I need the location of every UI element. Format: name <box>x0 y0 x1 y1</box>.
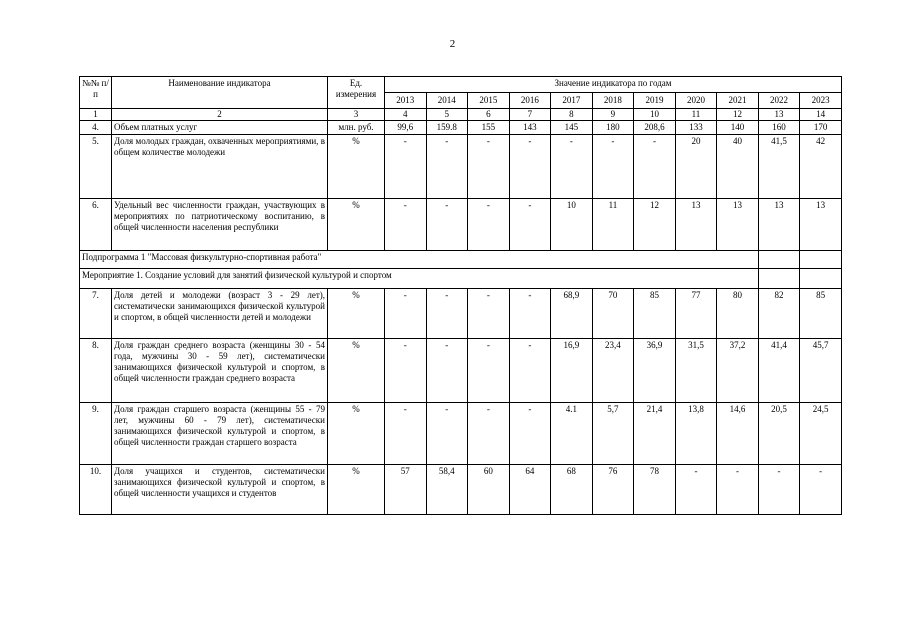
value-cell: 68 <box>551 465 593 515</box>
value-cell: - <box>468 339 510 403</box>
value-cell: 57 <box>385 465 427 515</box>
value-cell: - <box>675 465 717 515</box>
value-cell: - <box>509 199 551 251</box>
indicator-name: Доля молодых граждан, охваченных мероприятиями, в общем количестве молодежи <box>112 135 328 199</box>
value-cell: 64 <box>509 465 551 515</box>
value-cell: 133 <box>675 121 717 135</box>
table-row <box>80 199 842 251</box>
table-row <box>80 121 842 135</box>
value-cell: 13 <box>717 199 759 251</box>
column-number: 13 <box>758 109 800 121</box>
value-cell: 140 <box>717 121 759 135</box>
header-values: Значение индикатора по годам <box>385 77 842 93</box>
value-cell: - <box>468 289 510 339</box>
row-number: 4. <box>80 121 112 135</box>
value-cell: 14,6 <box>717 403 759 465</box>
indicator-name: Объем платных услуг <box>112 121 328 135</box>
table-row <box>80 465 842 515</box>
value-cell: 24,5 <box>800 403 842 465</box>
header-year: 2021 <box>717 93 759 109</box>
value-cell: 208,6 <box>634 121 676 135</box>
section-title: Подпрограмма 1 "Массовая физкультурно-спортивная работа" <box>80 251 759 269</box>
value-cell: 13,8 <box>675 403 717 465</box>
value-cell: 40 <box>717 135 759 199</box>
row-number: 9. <box>80 403 112 465</box>
column-number: 9 <box>592 109 634 121</box>
value-cell: - <box>426 199 468 251</box>
value-cell: 159.8 <box>426 121 468 135</box>
indicator-name: Доля детей и молодежи (возраст 3 - 29 лет), систематически занимающихся физической культурой и спортом, в общей численности детей и молодежи <box>112 289 328 339</box>
value-cell: 10 <box>551 199 593 251</box>
value-cell: - <box>509 403 551 465</box>
header-year: 2020 <box>675 93 717 109</box>
value-cell: 5,7 <box>592 403 634 465</box>
row-number: 6. <box>80 199 112 251</box>
value-cell: 45,7 <box>800 339 842 403</box>
header-year: 2017 <box>551 93 593 109</box>
value-cell: 77 <box>675 289 717 339</box>
page-number: 2 <box>449 38 456 50</box>
value-cell: - <box>634 135 676 199</box>
value-cell: 16,9 <box>551 339 593 403</box>
header-unit: Ед. измерения <box>328 77 385 109</box>
value-cell: - <box>426 339 468 403</box>
empty-cell <box>800 269 842 289</box>
value-cell: 78 <box>634 465 676 515</box>
value-cell: - <box>385 403 427 465</box>
header-year: 2022 <box>758 93 800 109</box>
header-year: 2015 <box>468 93 510 109</box>
value-cell: 70 <box>592 289 634 339</box>
unit: % <box>328 289 385 339</box>
column-number: 14 <box>800 109 842 121</box>
value-cell: - <box>426 403 468 465</box>
indicator-name: Доля граждан старшего возраста (женщины 55 - 79 лет, мужчины 60 - 79 лет), систематически занимающихся физической культурой и спортом, в общей численности граждан старшего возраста <box>112 403 328 465</box>
header-year: 2018 <box>592 93 634 109</box>
value-cell: 23,4 <box>592 339 634 403</box>
column-number: 11 <box>675 109 717 121</box>
unit: % <box>328 199 385 251</box>
value-cell: 42 <box>800 135 842 199</box>
value-cell: - <box>426 135 468 199</box>
value-cell: 37,2 <box>717 339 759 403</box>
value-cell: - <box>509 135 551 199</box>
header-year: 2014 <box>426 93 468 109</box>
unit: % <box>328 465 385 515</box>
value-cell: - <box>800 465 842 515</box>
value-cell: 4.1 <box>551 403 593 465</box>
value-cell: - <box>551 135 593 199</box>
value-cell: 160 <box>758 121 800 135</box>
value-cell: 145 <box>551 121 593 135</box>
unit: % <box>328 135 385 199</box>
value-cell: 20,5 <box>758 403 800 465</box>
value-cell: 68,9 <box>551 289 593 339</box>
value-cell: 13 <box>758 199 800 251</box>
column-number: 4 <box>385 109 427 121</box>
row-number: 5. <box>80 135 112 199</box>
value-cell: 13 <box>675 199 717 251</box>
header-year: 2019 <box>634 93 676 109</box>
value-cell: 31,5 <box>675 339 717 403</box>
value-cell: - <box>385 339 427 403</box>
value-cell: 60 <box>468 465 510 515</box>
column-number: 1 <box>80 109 112 121</box>
row-number: 7. <box>80 289 112 339</box>
unit: млн. руб. <box>328 121 385 135</box>
section-row <box>80 251 842 269</box>
empty-cell <box>800 251 842 269</box>
value-cell: - <box>509 339 551 403</box>
column-number: 10 <box>634 109 676 121</box>
table-row <box>80 403 842 465</box>
unit: % <box>328 339 385 403</box>
value-cell: - <box>592 135 634 199</box>
empty-cell <box>758 269 800 289</box>
value-cell: - <box>385 289 427 339</box>
table-row <box>80 135 842 199</box>
value-cell: 11 <box>592 199 634 251</box>
value-cell: 58,4 <box>426 465 468 515</box>
value-cell: 99,6 <box>385 121 427 135</box>
column-number: 12 <box>717 109 759 121</box>
header-year: 2013 <box>385 93 427 109</box>
value-cell: 143 <box>509 121 551 135</box>
value-cell: 170 <box>800 121 842 135</box>
column-number: 8 <box>551 109 593 121</box>
value-cell: - <box>468 403 510 465</box>
column-number: 6 <box>468 109 510 121</box>
value-cell: 36,9 <box>634 339 676 403</box>
value-cell: 41,5 <box>758 135 800 199</box>
value-cell: - <box>426 289 468 339</box>
header-name: Наименование индикатора <box>112 77 328 109</box>
value-cell: - <box>758 465 800 515</box>
indicator-name: Доля учащихся и студентов, систематически занимающихся физической культурой и спортом, в общей численности учащихся и студентов <box>112 465 328 515</box>
value-cell: - <box>717 465 759 515</box>
value-cell: - <box>468 135 510 199</box>
section-row <box>80 269 842 289</box>
indicator-table <box>79 76 842 515</box>
indicator-name: Доля граждан среднего возраста (женщины 30 - 54 года, мужчины 30 - 59 лет), систематически занимающихся физической культурой и спортом, в общей численности граждан среднего возраста <box>112 339 328 403</box>
header-year: 2016 <box>509 93 551 109</box>
value-cell: - <box>385 199 427 251</box>
value-cell: - <box>468 199 510 251</box>
row-number: 10. <box>80 465 112 515</box>
value-cell: 76 <box>592 465 634 515</box>
column-number: 5 <box>426 109 468 121</box>
unit: % <box>328 403 385 465</box>
value-cell: - <box>385 135 427 199</box>
value-cell: 21,4 <box>634 403 676 465</box>
empty-cell <box>758 251 800 269</box>
value-cell: 41,4 <box>758 339 800 403</box>
section-title: Мероприятие 1. Создание условий для занятий физической культурой и спортом <box>80 269 759 289</box>
row-number: 8. <box>80 339 112 403</box>
header-year: 2023 <box>800 93 842 109</box>
value-cell: - <box>509 289 551 339</box>
value-cell: 85 <box>800 289 842 339</box>
value-cell: 13 <box>800 199 842 251</box>
value-cell: 155 <box>468 121 510 135</box>
value-cell: 82 <box>758 289 800 339</box>
column-number: 3 <box>328 109 385 121</box>
table-row <box>80 289 842 339</box>
header-num: №№ п/п <box>80 77 112 109</box>
value-cell: 20 <box>675 135 717 199</box>
value-cell: 180 <box>592 121 634 135</box>
value-cell: 12 <box>634 199 676 251</box>
table-row <box>80 339 842 403</box>
indicator-name: Удельный вес численности граждан, участвующих в мероприятиях по патриотическому воспитанию, в общей численности населения республики <box>112 199 328 251</box>
value-cell: 80 <box>717 289 759 339</box>
column-number: 7 <box>509 109 551 121</box>
value-cell: 85 <box>634 289 676 339</box>
column-number: 2 <box>112 109 328 121</box>
